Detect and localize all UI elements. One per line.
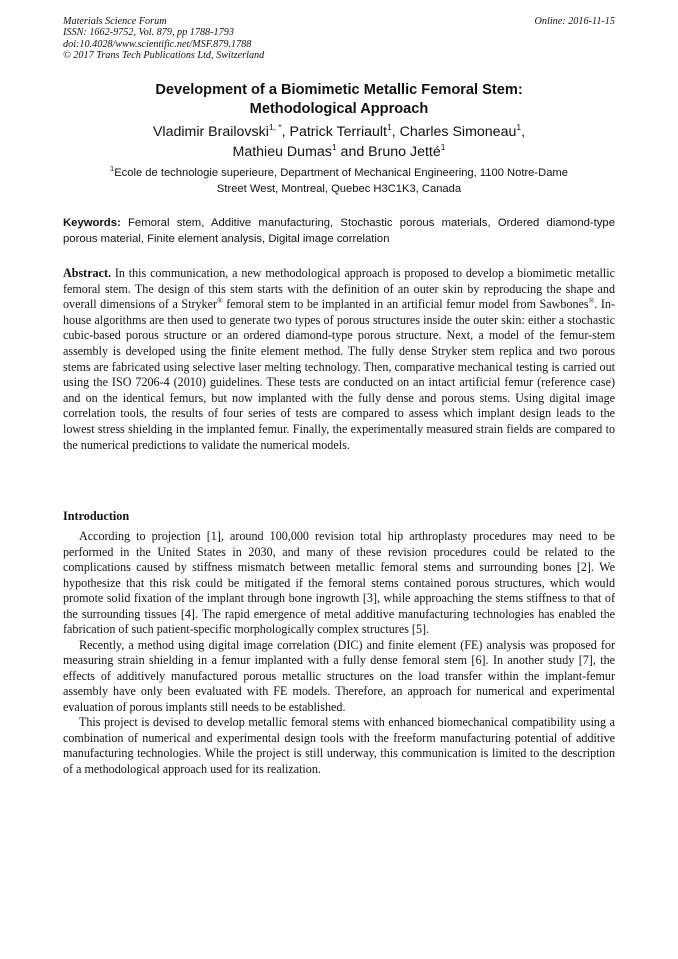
- paragraph: Recently, a method using digital image correlation (DIC) and finite element (FE) analysis was proposed for measuring strain shielding in a femur implanted with a fully dense femoral stem [6]. In another study [7], the effects of additively manufactured porous metallic structures on the load transfer within the implant-femur assembly have only been evaluated with FE models. Therefore, an approach for numerical and experimental evaluation of porous implants still needs to be established.: [63, 637, 615, 714]
- abstract-text: In this communication, a new methodological approach is proposed to develop a biomimetic metallic femoral stem. The design of this stem starts with the definition of an outer skin by reproducing the shape and overall dimensions of a Stryker: [63, 266, 615, 312]
- title-line-1: Development of a Biomimetic Metallic Femoral Stem:: [155, 82, 523, 98]
- paragraph: This project is devised to develop metallic femoral stems with enhanced biomechanical compatibility using a combination of numerical and experimental design tools with the freeform manufacturing potential of additive manufacturing technologies. While the project is still underway, this communication is limited to the description of a methodological approach used for its realization.: [63, 715, 615, 776]
- author-separator: and: [336, 144, 369, 160]
- author-separator: ,: [281, 124, 290, 140]
- introduction-body: [63, 529, 615, 777]
- section-heading: Introduction: [63, 509, 130, 523]
- author-name: Mathieu Dumas: [232, 144, 332, 160]
- issn-line: ISSN: 1662-9752, Vol. 879, pp 1788-1793: [63, 27, 234, 39]
- keywords: [63, 216, 615, 247]
- doi-line: doi:10.4028/www.scientific.net/MSF.879.1788: [63, 38, 252, 50]
- author-name: Charles Simoneau: [399, 124, 517, 140]
- abstract-text: . In-house algorithms are then used to generate two types of porous structures inside the outer skin: either a stochastic cubic-based porous structure or an ordered diamond-type porous structure. Next, a model of the femur-stem assembly is developed using the finite element method. The fully dense Stryker stem replica and two porous stems are fabricated using selective laser melting technology. Then, comparative mechanical testing is carried out using the ISO 7206-4 (2010) guidelines. These tests are conducted on an intact artificial femur (reference case) and on the identical femurs, but now implanted with the fully dense and porous stems. Using digital image correlation tools, the results of four series of tests are compared to assess which implant design leads to the lowest stress shielding in the implanted femur. Finally, the experimentally measured strain fields are compared to the numerical predictions to validate the numerical models.: [63, 297, 615, 452]
- paragraph: According to projection [1], around 100,000 revision total hip arthroplasty procedures may need to be performed in the United States in 2030, and many of these revision procedures could be related to the complications caused by stiffness mismatch between metallic femoral stems and surrounding bones [2]. We hypothesize that this risk could be mitigated if the femoral stems contained porous structures, which would promote solid fixation of the implant through bone ingrowth [3], while approaching the stems stiffness to that of the surrounding tissues [4]. The rapid emergence of metal additive manufacturing technologies has enabled the fabrication of such patient-specific morphologically complex structures [5].: [63, 529, 615, 636]
- author-separator: ,: [521, 124, 526, 140]
- title-line-2: Methodological Approach: [249, 101, 429, 117]
- registered-mark: ®: [588, 296, 595, 306]
- paper-title: [63, 81, 615, 119]
- keywords-label: Keywords:: [63, 217, 121, 229]
- affiliation-mark: 1: [110, 164, 115, 173]
- affiliation: [63, 165, 615, 197]
- author-affiliation-mark: 1: [516, 122, 522, 132]
- author-affiliation-mark: 1, *: [268, 122, 282, 132]
- author-name: Patrick Terriault: [289, 124, 388, 140]
- copyright-line: © 2017 Trans Tech Publications Ltd, Switzerland: [63, 50, 265, 62]
- abstract-text: femoral stem to be implanted in an artificial femur model from Sawbones: [222, 297, 589, 312]
- registered-mark: ®: [217, 296, 223, 306]
- author-name: Bruno Jetté: [368, 144, 441, 160]
- author-name: Vladimir Brailovski: [152, 124, 269, 140]
- keywords-text: Femoral stem, Additive manufacturing, Stochastic porous materials, Ordered diamond-type porous material, Finite element analysis, Digital image correlation: [63, 217, 615, 245]
- running-header: [63, 16, 393, 62]
- abstract: [63, 266, 615, 453]
- affiliation-line-2: Street West, Montreal, Quebec H3C1K3, Canada: [216, 183, 462, 195]
- author-separator: ,: [391, 124, 400, 140]
- author-list: [63, 122, 615, 162]
- affiliation-line-1: Ecole de technologie superieure, Department of Mechanical Engineering, 1100 Notre-Dame: [114, 167, 568, 179]
- author-affiliation-mark: 1: [440, 142, 446, 152]
- abstract-label: Abstract.: [63, 266, 112, 280]
- journal-name: Materials Science Forum: [63, 16, 167, 27]
- online-date: Online: 2016-11-15: [534, 16, 615, 27]
- author-affiliation-mark: 1: [387, 122, 392, 132]
- author-affiliation-mark: 1: [331, 142, 337, 152]
